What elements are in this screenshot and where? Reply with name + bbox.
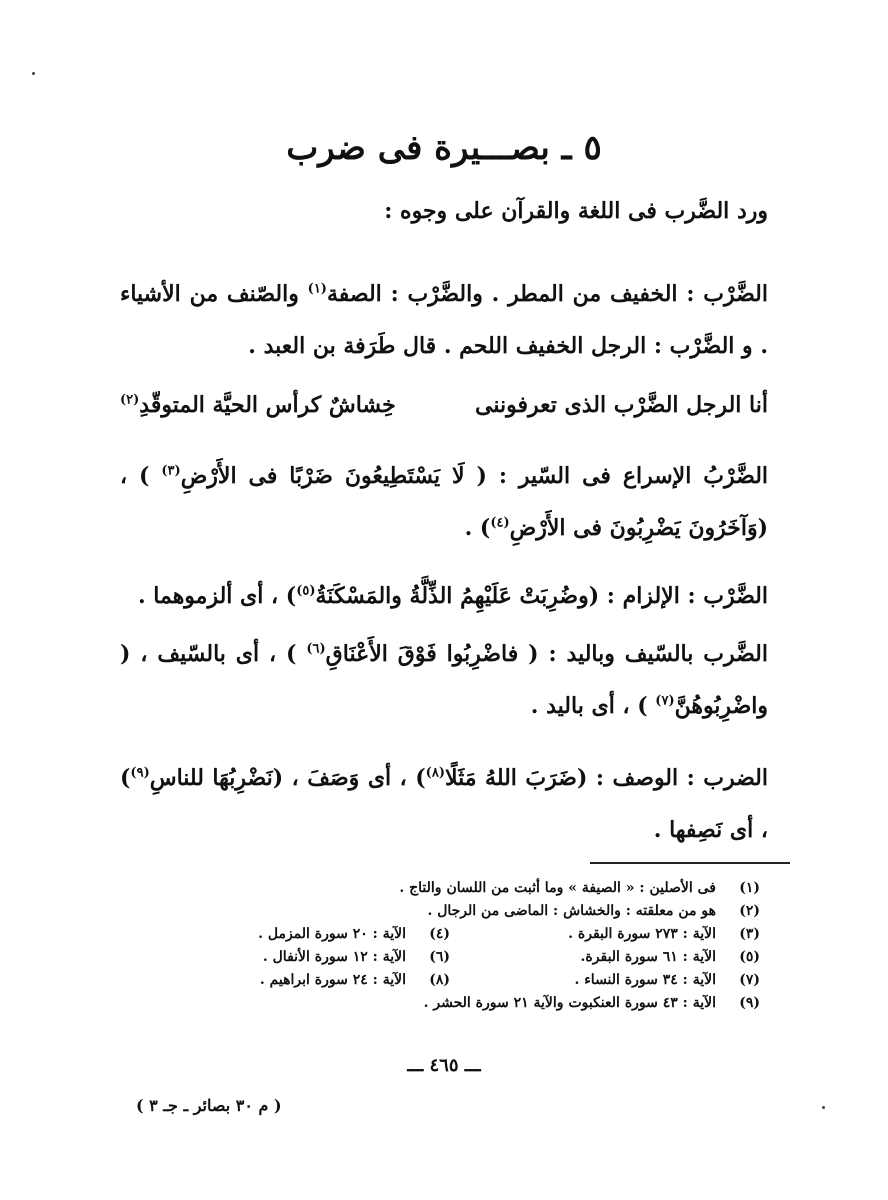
footnote-ref[interactable]: (٢) xyxy=(120,392,140,408)
paragraph-1 xyxy=(120,268,768,372)
footnote-2 xyxy=(140,903,760,919)
poetry-verse xyxy=(120,392,768,418)
footnote-divider xyxy=(590,862,790,864)
footnote-number: (٤) xyxy=(429,925,450,942)
paragraph-text: ) ، أى باليد . xyxy=(530,693,656,719)
footnote-number: (٥) xyxy=(739,948,760,965)
footnote-ref[interactable]: (٩) xyxy=(130,765,150,781)
footnote-text: الآية : ٢٠ سورة المزمل . xyxy=(258,925,406,942)
paragraph-text: ) ، أى ألزموهما . xyxy=(137,583,297,609)
footnote-1 xyxy=(140,880,760,896)
paragraph-text: ) ، أى نَصِفها . xyxy=(120,765,768,843)
footnote-ref[interactable]: (٨) xyxy=(425,765,445,781)
paragraph-text: ) ، أى بالسّيف ، ( واضْرِبُوهُنَّ xyxy=(120,641,768,719)
verse-hemistich-second xyxy=(120,392,396,418)
footnote-number: (٩) xyxy=(739,994,760,1011)
paragraph-3 xyxy=(120,570,768,622)
footnote-ref[interactable]: (٣) xyxy=(161,463,181,479)
paragraph-2 xyxy=(120,450,768,554)
scan-speck xyxy=(822,1106,825,1109)
footnote-row xyxy=(140,991,760,1014)
paragraph-text: والصّنف من الأشياء . و الضَّرْب : الرجل الخفيف اللحم . قال طَرَفة بن العبد . xyxy=(120,281,768,359)
footnote-4 xyxy=(140,926,450,942)
footnote-row xyxy=(140,922,760,945)
paragraph-4 xyxy=(120,628,768,732)
footnote-text: الآية : ٢٤ سورة ابراهيم . xyxy=(259,971,406,988)
footnote-7 xyxy=(450,972,760,988)
footnote-number: (٨) xyxy=(429,971,450,988)
paragraph-text: ) ، أى وَصَفَ ، (نَضْرِبُهَا للناسِ xyxy=(149,765,426,791)
footnote-text: الآية : ٦١ سورة البقرة. xyxy=(580,948,716,965)
footnote-3 xyxy=(450,926,760,942)
footnote-ref[interactable]: (١) xyxy=(307,281,327,297)
paragraph-5 xyxy=(120,752,768,856)
footnote-row xyxy=(140,876,760,899)
page-number: ـــ ٤٦٥ ـــ xyxy=(407,1055,481,1076)
footnote-ref[interactable]: (٧) xyxy=(655,693,675,709)
paragraph-text: الضرب : الوصف : (ضَرَبَ اللهُ مَثَلًا xyxy=(444,765,768,791)
paragraph-text: الضَّرْبُ الإسراع فى السّير : ( لَا يَسْتَطِيعُونَ ضَرْبًا فى الأَرْضِ xyxy=(180,463,769,489)
footnote-text: هو من معلقته : والخشاش : الماضى من الرجال . xyxy=(427,902,716,919)
footnote-number: (٣) xyxy=(739,925,760,942)
footnote-8 xyxy=(140,972,450,988)
footnote-text: الآية : ١٢ سورة الأنفال . xyxy=(262,948,406,965)
footnote-9 xyxy=(140,995,760,1011)
paragraph-text: الضَّرْب : الخفيف من المطر . والضَّرْب : الصفة xyxy=(326,281,769,307)
footnote-text: الآية : ٢٧٣ سورة البقرة . xyxy=(568,925,716,942)
printer-signature: ( م ٣٠ بصائر ـ جـ ٣ ) xyxy=(136,1096,282,1115)
paragraph-text: الضَّرْب : الإلزام : (وضُرِبَتْ عَلَيْهِمُ الذِّلَّةُ والمَسْكَنَةُ xyxy=(315,583,768,609)
footnote-number: (٢) xyxy=(739,902,760,919)
footnote-ref[interactable]: (٤) xyxy=(490,515,510,531)
section-title: ٥ ـ بصـــيرة فى ضرب xyxy=(286,128,602,168)
footnote-text: الآية : ٣٤ سورة النساء . xyxy=(574,971,716,988)
footnote-ref[interactable]: (٦) xyxy=(306,641,326,657)
footnotes xyxy=(140,876,760,1014)
verse-hemistich-text: خِشاشٌ كرأس الحيَّة المتوقّدِ xyxy=(139,392,396,418)
footnote-5 xyxy=(450,949,760,965)
footnote-number: (١) xyxy=(739,879,760,896)
scan-speck xyxy=(32,72,35,75)
verse-hemistich-first: أنا الرجل الضَّرْب الذى تعرفوننى xyxy=(475,392,768,418)
footnote-6 xyxy=(140,949,450,965)
footnote-row xyxy=(140,968,760,991)
footnote-row xyxy=(140,945,760,968)
footnote-number: (٧) xyxy=(739,971,760,988)
footnote-row xyxy=(140,899,760,922)
footnote-ref[interactable]: (٥) xyxy=(296,583,316,599)
footnote-text: الآية : ٤٣ سورة العنكبوت والآية ٢١ سورة الحشر . xyxy=(423,994,716,1011)
paragraph-text: ) ، (وَآخَرُونَ يَضْرِبُونَ فى الأَرْضِ xyxy=(120,463,768,541)
footnote-text: فى الأصلين : « الصيفة » وما أثبت من اللسان والتاج . xyxy=(399,879,716,896)
paragraph-text: ) . xyxy=(464,515,491,541)
intro-line: ورد الضَّرب فى اللغة والقرآن على وجوه : xyxy=(384,198,768,224)
paragraph-text: الضَّرب بالسّيف وباليد : ( فاضْرِبُوا فَوْقَ الأَعْنَاقِ xyxy=(325,641,768,667)
footnote-number: (٦) xyxy=(429,948,450,965)
